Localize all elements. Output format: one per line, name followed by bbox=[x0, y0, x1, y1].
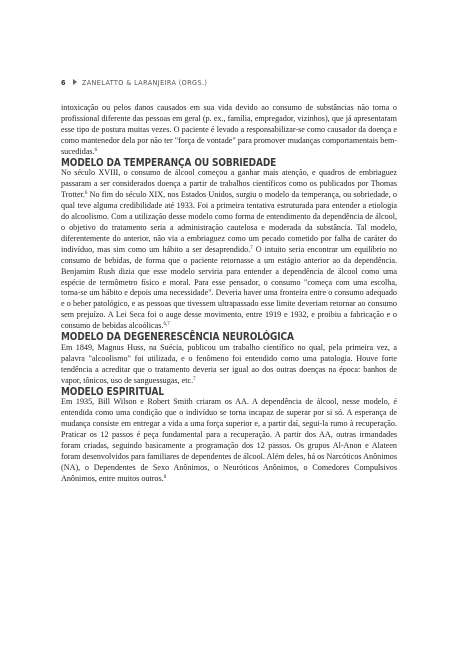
running-header bbox=[61, 78, 207, 87]
footnote-ref: 6,7 bbox=[163, 322, 170, 328]
footnote-ref: 8 bbox=[163, 474, 167, 480]
footnote-ref: 6 bbox=[84, 191, 88, 197]
section-paragraph-degenerescencia: Em 1849, Magnus Huss, na Suécia, publicou um trabalho científico no qual, pela primeira vez, a palavra "alcoolismo" foi utilizada, e o fenômeno foi entendido como uma patologia. Houve forte tendência a acreditar que o tratamento deveria ser igual ao dos outras doenças na época: banhos de vapor, tônicos, uso de sanguessugas, etc.$^7$ bbox=[61, 342, 397, 385]
section-heading-temperanca: MODELO DA TEMPERANÇA OU SOBRIEDADE bbox=[61, 156, 277, 169]
footnote-ref: 7 bbox=[250, 245, 253, 251]
book-authors: ZANELATTO & LARANJEIRA (ORGS.) bbox=[81, 78, 208, 87]
section-paragraph-espiritual: Em 1935, Bill Wilson e Robert Smith criaram os AA. A dependência de álcool, nesse modelo, é entendida como uma condição que o indivíduo se torna incapaz de superar por si só. A esperança de mudança consiste em entregar a vida a uma força superior e, a partir daí, segui-la rumo à recuperação. Praticar os 12 passos é peça fundamental para a recuperação. A partir dos AA, outras irmandades foram criadas, seguindo basicamente a programação dos 12 passos. Os grupos Al-Anon e Alateen foram desenvolvidos para familiares de dependentes de álcool. Além deles, há os Narcóticos Anônimos (NA), o Dependentes de Sexo Anônimos, o Neuróticos Anônimos, o Comedores Compulsivos Anônimos, entre muitos outros.$^8$ bbox=[61, 397, 397, 483]
section-paragraph-temperanca: No século XVIII, o consumo de álcool começou a ganhar mais atenção, e quadros de embriaguez passaram a ser considerados doença a partir de trabalhos científicos como os publicados por Thomas Trotter.$^6$ No fim do século XIX, nos Estados Unidos, surgiu o modelo da temperança, ou sobriedade, o qual teve alguma credibilidade até 1933. Foi a primeira tentativa estruturada para entender a etiologia do alcoolismo. Com a utilização desse modelo como forma de entendimento da dependência de álcool, o objetivo do tratamento seria a administração cautelosa e moderada da substância. Tal modelo, diferentemente do anterior, não via a embriaguez como um pecado cometido por falha de caráter do indivíduo, mas sim como um hábito a ser desaprendido.$^7$ O intuito seria encontrar um equilíbrio no consumo de bebidas, de forma que o paciente retornasse a um estágio anterior ao da dependência. Benjamim Rush dizia que esse modelo serviria para entender a dependência de álcool como uma espécie de termômetro físico e moral. Para esse pensador, o consumo "começa com uma escolha, torna-se um hábito e depois uma necessidade". Deveria haver uma fronteira entre o consumo adequado e o beber patológico, e as pessoas que tivessem ultrapassado esse limite deveriam retornar ao consumo sem prejuízo. A Lei Seca foi o auge desse movimento, entre 1919 e 1932, e proibiu a fabricação e o consumo de bebidas alcoólicas.$^{6,7}$ bbox=[61, 168, 397, 331]
section-heading-degenerescencia: MODELO DA DEGENERESCÊNCIA NEUROLÓGICA bbox=[61, 331, 294, 344]
section-heading-espiritual: MODELO ESPIRITUAL bbox=[61, 385, 164, 398]
footnote-ref: 7 bbox=[193, 376, 196, 382]
page-body bbox=[61, 103, 397, 485]
page-number: 6 bbox=[61, 78, 66, 87]
triangle-marker-icon bbox=[73, 79, 77, 85]
footnote-ref: 6 bbox=[94, 147, 98, 153]
intro-paragraph: intoxicação ou pelos danos causados em sua vida devido ao consumo de substâncias não torna o profissional diferente das pessoas em geral (p. ex., família, empregador, vizinhos), que já apresentaram esse tipo de postura muitas vezes. O paciente é levado a responsabilizar-se como causador da doença e como mantenedor dela por não ter "força de vontade" para promover mudanças comportamentais bem-sucedidas.$^6$ bbox=[61, 103, 397, 156]
